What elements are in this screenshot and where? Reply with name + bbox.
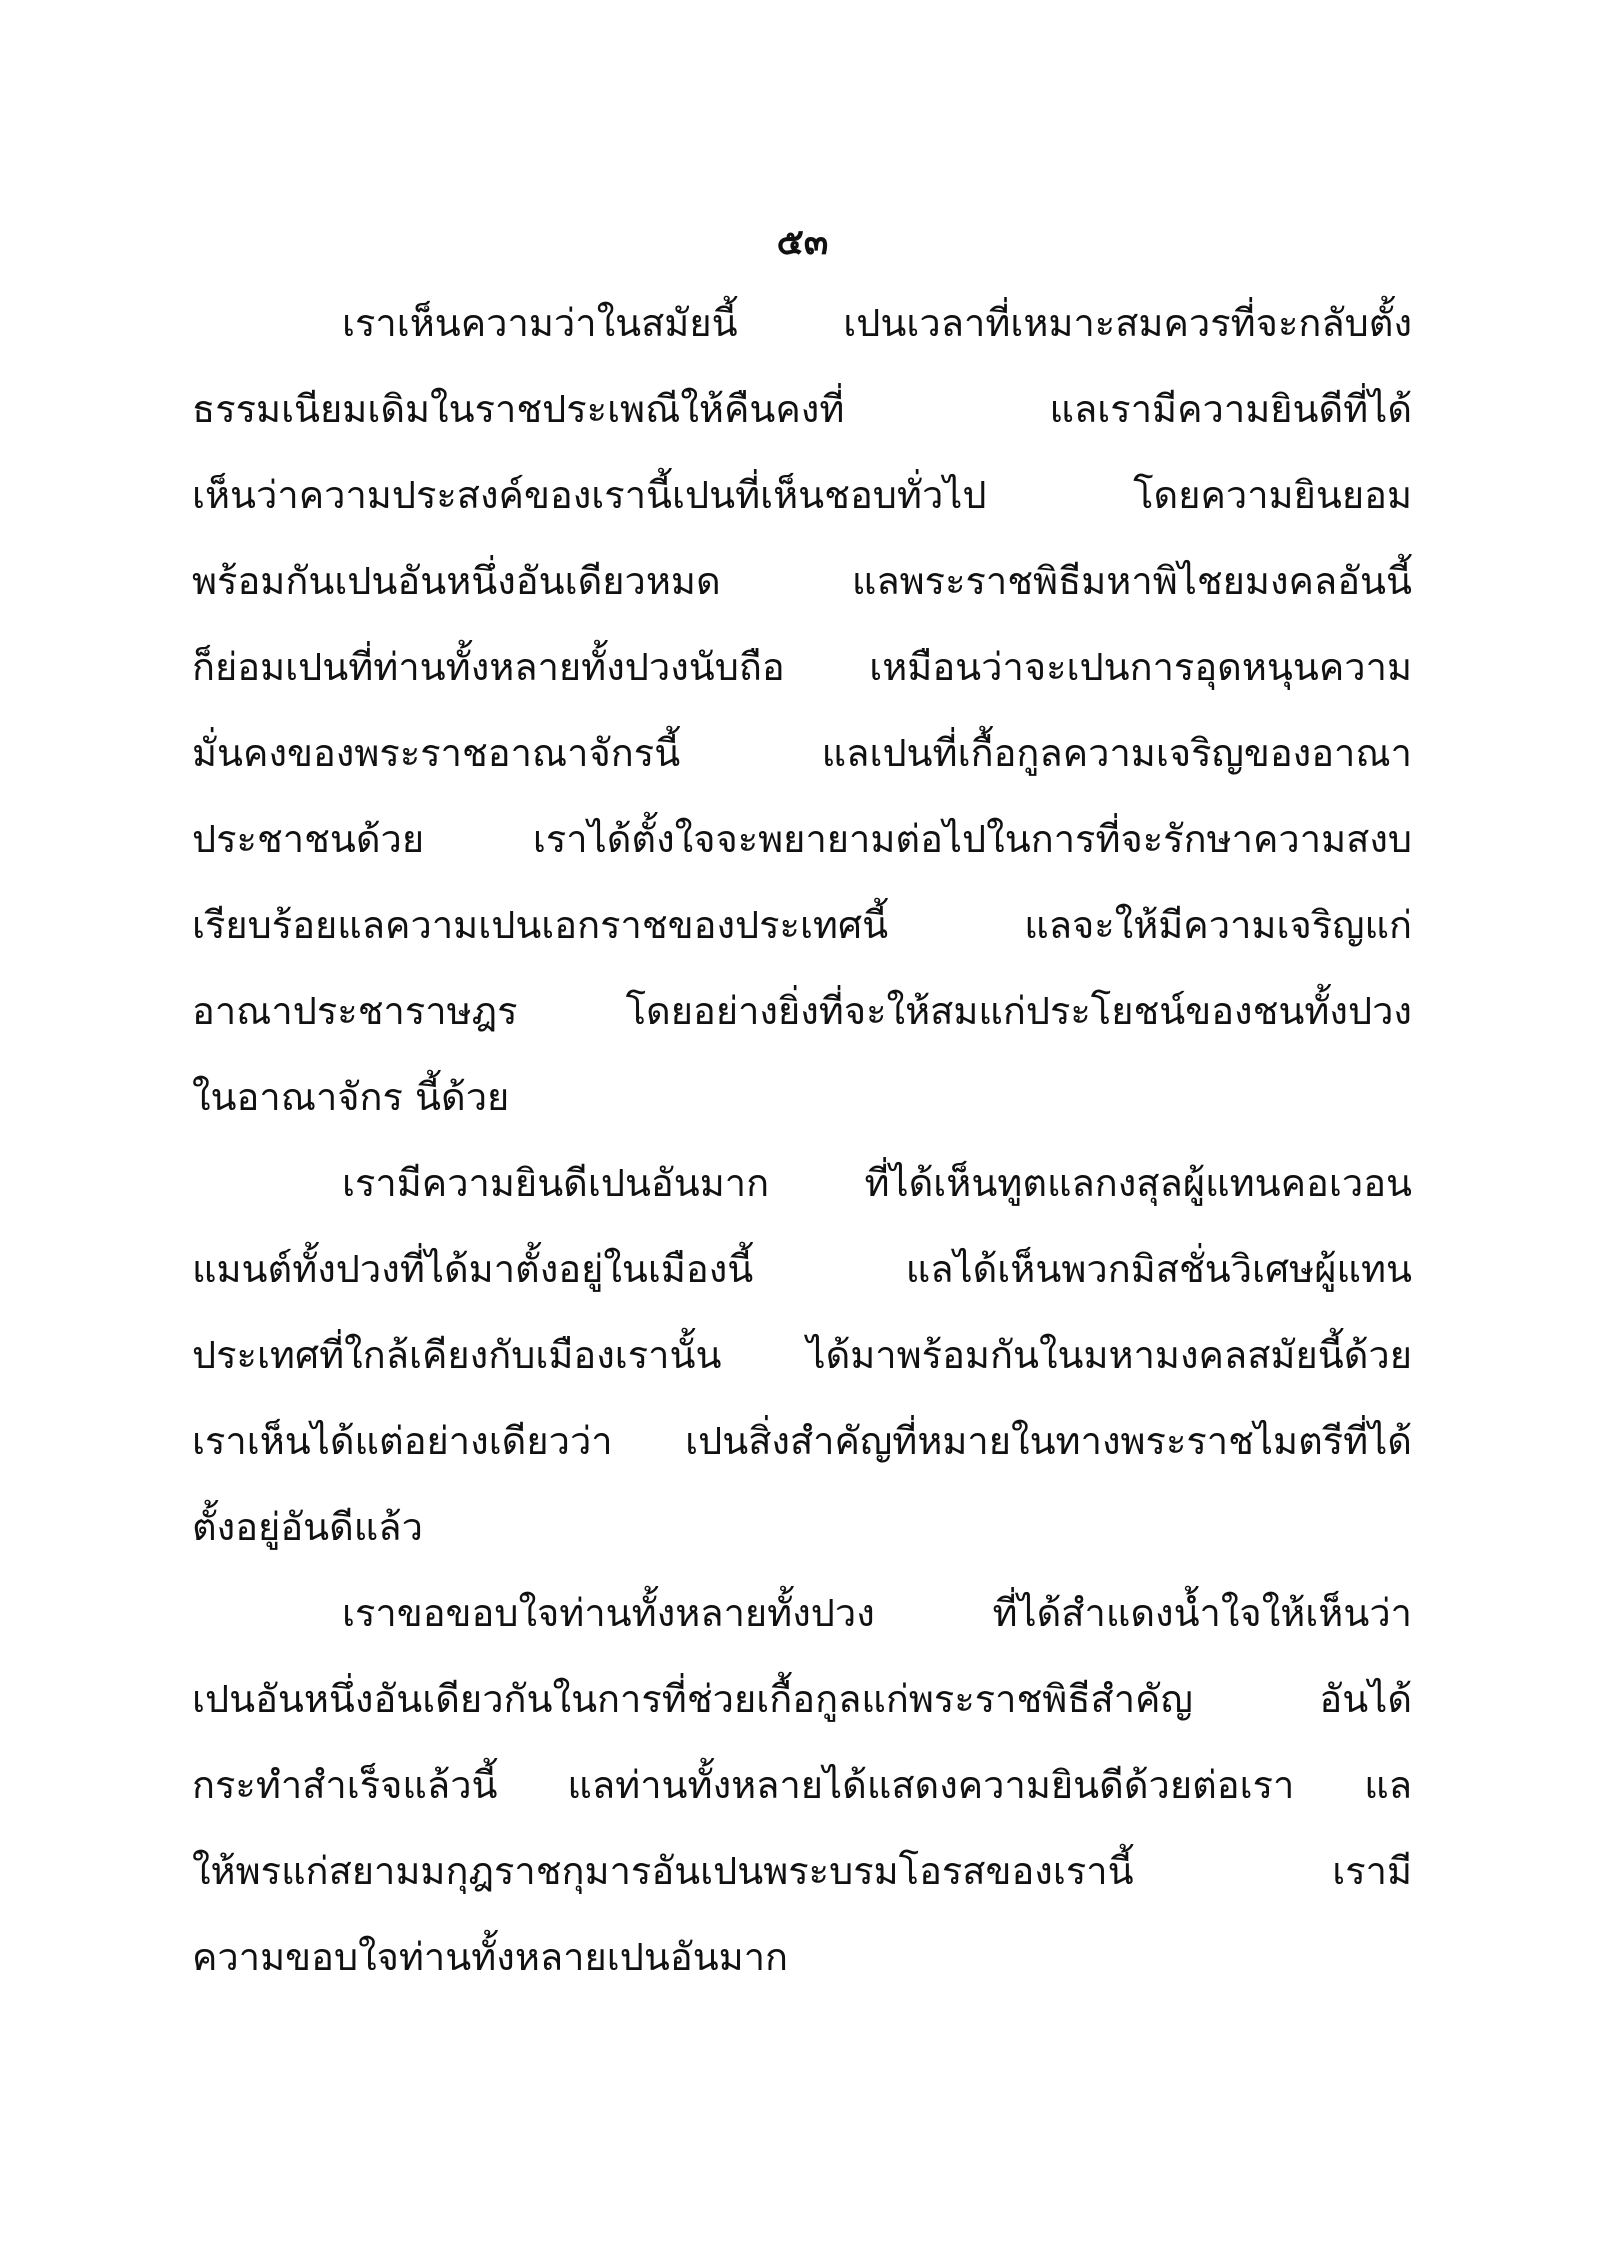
text-line — [192, 624, 1412, 710]
text-segment: แลเรามีความยินดีที่ได้ — [1049, 387, 1412, 431]
text-segment: เรามี — [1332, 1849, 1412, 1893]
body-text — [192, 280, 1412, 2000]
text-segment: ให้พรแก่สยามมกุฎราชกุมารอันเปนพระบรมโอรสของเรานี้ — [192, 1849, 1134, 1893]
paragraph — [192, 1140, 1412, 1570]
text-segment: เรียบร้อยแลความเปนเอกราชของประเทศนี้ — [192, 903, 889, 947]
paragraph — [192, 280, 1412, 1140]
text-line — [192, 1742, 1412, 1828]
text-segment: เราขอขอบใจท่านทั้งหลายทั้งปวง — [342, 1591, 875, 1635]
text-line — [192, 1054, 1412, 1140]
text-segment: ในอาณาจักร นี้ด้วย — [192, 1075, 510, 1119]
text-segment: อันได้ — [1319, 1677, 1412, 1721]
text-line — [192, 1914, 1412, 2000]
text-line — [192, 796, 1412, 882]
text-segment: เราเห็นได้แต่อย่างเดียวว่า — [192, 1419, 613, 1463]
text-segment: แลพระราชพิธีมหาพิไชยมงคลอันนี้ — [851, 559, 1412, 603]
text-segment: เรามีความยินดีเปนอันมาก — [342, 1161, 770, 1205]
text-line — [192, 280, 1412, 366]
paragraph — [192, 1570, 1412, 2000]
text-line — [192, 1312, 1412, 1398]
text-segment: มั่นคงของพระราชอาณาจักรนี้ — [192, 731, 681, 775]
text-line — [192, 538, 1412, 624]
text-line — [192, 1828, 1412, 1914]
text-segment: แลจะให้มีความเจริญแก่ — [1024, 903, 1412, 947]
text-line — [192, 366, 1412, 452]
text-segment: โดยความยินยอม — [1133, 473, 1412, 517]
text-segment: ที่ได้สำแดงน้ำใจให้เห็นว่า — [992, 1591, 1412, 1635]
text-line — [192, 1656, 1412, 1742]
text-line — [192, 882, 1412, 968]
text-segment: แลเปนที่เกื้อกูลความเจริญของอาณา — [821, 731, 1412, 775]
text-segment: แลได้เห็นพวกมิสชั่นวิเศษผู้แทน — [905, 1247, 1412, 1291]
text-line — [192, 1226, 1412, 1312]
text-segment: ก็ย่อมเปนที่ท่านทั้งหลายทั้งปวงนับถือ — [192, 645, 785, 689]
text-segment: ประเทศที่ใกล้เคียงกับเมืองเรานั้น — [192, 1333, 722, 1377]
text-line — [192, 1570, 1412, 1656]
text-segment: ตั้งอยู่อันดีแล้ว — [192, 1505, 423, 1549]
text-line — [192, 1398, 1412, 1484]
text-segment: เปนอันหนึ่งอันเดียวกันในการที่ช่วยเกื้อกูลแก่พระราชพิธีสำคัญ — [192, 1677, 1193, 1721]
text-line — [192, 710, 1412, 796]
text-segment: แมนต์ทั้งปวงที่ได้มาตั้งอยู่ในเมืองนี้ — [192, 1247, 754, 1291]
text-segment: เราได้ตั้งใจจะพยายามต่อไปในการที่จะรักษาความสงบ — [532, 817, 1412, 861]
text-segment: ที่ได้เห็นทูตแลกงสุลผู้แทนคอเวอน — [864, 1161, 1412, 1205]
text-segment: แล — [1364, 1763, 1412, 1807]
text-segment: ธรรมเนียมเดิมในราชประเพณีให้คืนคงที่ — [192, 387, 845, 431]
text-segment: เปนสิ่งสำคัญที่หมายในทางพระราชไมตรีที่ได้ — [685, 1419, 1412, 1463]
text-segment: เราเห็นความว่าในสมัยนี้ — [342, 301, 738, 345]
text-segment: กระทำสำเร็จแล้วนี้ — [192, 1763, 498, 1807]
text-segment: แลท่านทั้งหลายได้แสดงความยินดีด้วยต่อเรา — [567, 1763, 1295, 1807]
text-segment: อาณาประชาราษฎร — [192, 989, 518, 1033]
text-segment: เปนเวลาที่เหมาะสมควรที่จะกลับตั้ง — [843, 301, 1412, 345]
text-segment: โดยอย่างยิ่งที่จะให้สมแก่ประโยชน์ของชนทั้งปวง — [625, 989, 1412, 1033]
text-segment: เห็นว่าความประสงค์ของเรานี้เปนที่เห็นชอบทั่วไป — [192, 473, 987, 517]
page-number: ๕๓ — [776, 221, 829, 263]
text-segment: ประชาชนด้วย — [192, 817, 425, 861]
text-segment: ความขอบใจท่านทั้งหลายเปนอันมาก — [192, 1935, 789, 1979]
text-segment: ได้มาพร้อมกันในมหามงคลสมัยนี้ด้วย — [806, 1333, 1412, 1377]
text-line — [192, 1484, 1412, 1570]
text-line — [192, 1140, 1412, 1226]
text-line — [192, 968, 1412, 1054]
text-line — [192, 452, 1412, 538]
text-segment: พร้อมกันเปนอันหนึ่งอันเดียวหมด — [192, 559, 721, 603]
text-segment: เหมือนว่าจะเปนการอุดหนุนความ — [869, 645, 1412, 689]
